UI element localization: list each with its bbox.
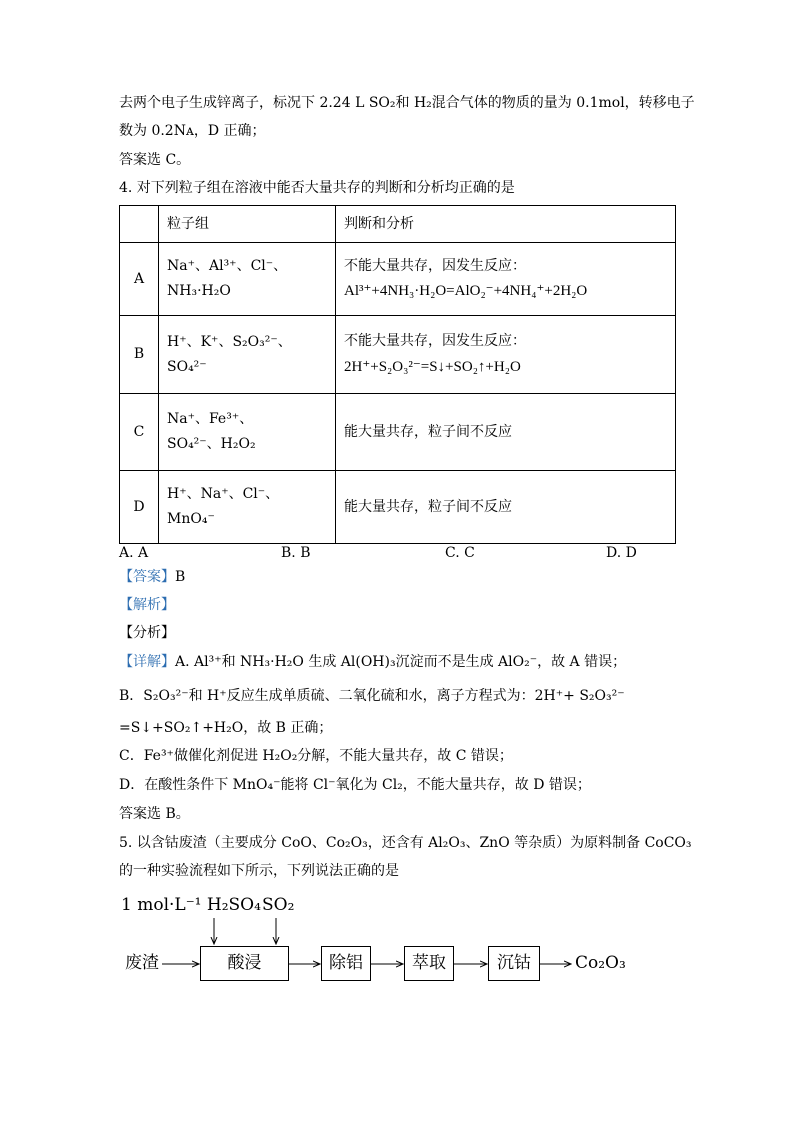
- prev-line-1: 去两个电子生成锌离子，标况下 2.24 L SO₂和 H₂混合气体的物质的量为 0.1mol，转移电子: [119, 95, 695, 111]
- flow-product: Co₂O₃: [575, 953, 626, 973]
- q5-stem-1: 5. 以含钴废渣（主要成分 CoO、Co₂O₃，还含有 Al₂O₃、ZnO 等杂质）为原料制备 CoCO₃: [119, 835, 692, 851]
- header-ions: 粒子组: [159, 206, 336, 243]
- ions-line-2: MnO₄⁻: [167, 511, 215, 527]
- q4-stem: 4. 对下列粒子组在溶液中能否大量共存的判断和分析均正确的是: [119, 180, 515, 196]
- answer-tag: 【答案】: [119, 569, 175, 585]
- reagent-so2: SO₂: [262, 895, 295, 915]
- detail-a: A. Al³⁺和 NH₃·H₂O 生成 Al(OH)₃沉淀而不是生成 AlO₂⁻，故 A 错误；: [175, 654, 627, 670]
- row-label: D: [120, 471, 159, 544]
- row-label: B: [120, 316, 159, 394]
- answer-value: B: [175, 569, 186, 585]
- option-a: A. A: [119, 545, 149, 561]
- reagent-h2so4: 1 mol·L⁻¹ H₂SO₄: [121, 895, 261, 915]
- analysis-tag: 【解析】: [119, 597, 175, 613]
- step-box-2: 除铝: [321, 946, 371, 981]
- prev-answer-line: 答案选 C。: [119, 152, 191, 168]
- ions-line-1: H⁺、K⁺、S₂O₃²⁻、: [167, 333, 292, 350]
- option-c: C. C: [445, 545, 475, 561]
- option-b: B. B: [281, 545, 311, 561]
- row-analysis: 能大量共存，粒子间不反应: [336, 394, 676, 471]
- prev-line-2: 数为 0.2Nᴀ，D 正确；: [119, 123, 266, 139]
- analysis-line-1: 不能大量共存，因发生反应：: [344, 257, 526, 274]
- header-analysis: 判断和分析: [336, 206, 676, 243]
- ions-line-2: NH₃·H₂O: [167, 283, 231, 299]
- q5-stem-2: 的一种实验流程如下所示，下列说法正确的是: [119, 863, 399, 879]
- step-box-4: 沉钴: [488, 946, 540, 981]
- detail-b-2: =S↓+SO₂↑+H₂O，故 B 正确；: [119, 720, 333, 736]
- option-d: D. D: [606, 545, 637, 561]
- detail-d: D．在酸性条件下 MnO₄⁻能将 Cl⁻氧化为 Cl₂，不能大量共存，故 D 错误；: [119, 777, 591, 793]
- row-label: C: [120, 394, 159, 471]
- step-box-3: 萃取: [404, 946, 454, 981]
- fenxi-tag: 【分析】: [119, 625, 175, 641]
- detail-c: C．Fe³⁺做催化剂促进 H₂O₂分解，不能大量共存，故 C 错误；: [119, 748, 513, 764]
- row-label: A: [120, 243, 159, 316]
- ions-line-2: SO₄²⁻: [167, 358, 207, 375]
- row-analysis: 能大量共存，粒子间不反应: [336, 471, 676, 544]
- analysis-line-1: 不能大量共存，因发生反应：: [344, 333, 526, 350]
- step-box-1: 酸浸: [200, 946, 289, 981]
- flow-input: 废渣: [125, 953, 159, 973]
- ions-line-1: Na⁺、Al³⁺、Cl⁻、: [167, 258, 288, 275]
- analysis-equation: Al³⁺+4NH₃·H₂O=AlO₂⁻+4NH₄⁺+2H₂O: [344, 283, 588, 300]
- ions-line-2: SO₄²⁻、H₂O₂: [167, 436, 256, 452]
- analysis-equation: 2H⁺+S₂O₃²⁻=S↓+SO₂↑+H₂O: [344, 358, 521, 375]
- ions-line-1: H⁺、Na⁺、Cl⁻、: [167, 486, 280, 503]
- final-answer: 答案选 B。: [119, 806, 190, 822]
- detail-b-1: B．S₂O₃²⁻和 H⁺反应生成单质硫、二氧化硫和水，离子方程式为：2H⁺+ S₂O₃²⁻: [119, 688, 625, 704]
- detail-tag: 【详解】: [119, 654, 175, 670]
- ions-line-1: Na⁺、Fe³⁺、: [167, 411, 254, 428]
